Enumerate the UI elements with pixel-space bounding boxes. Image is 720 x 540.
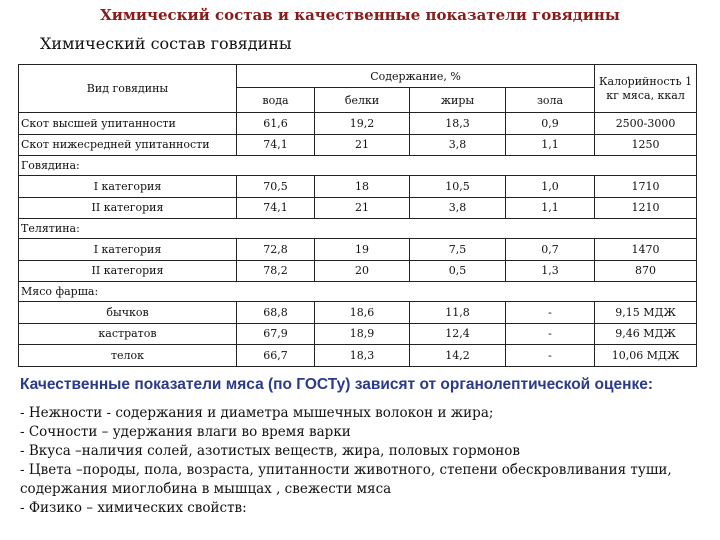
cell-calories: 9,46 МДЖ (595, 323, 697, 345)
cell-protein: 18,9 (315, 323, 410, 345)
cell-ash: 1,3 (506, 260, 595, 282)
group-row (19, 156, 697, 176)
cell-fat: 14,2 (410, 345, 506, 367)
row-name: II категория (19, 260, 237, 282)
cell-water: 74,1 (237, 134, 315, 156)
group-label: Мясо фарша: (19, 282, 697, 302)
cell-water: 68,8 (237, 302, 315, 324)
cell-ash: 0,9 (506, 113, 595, 135)
table-body (19, 113, 697, 367)
header-calories: Калорийность 1 кг мяса, ккал (595, 65, 697, 113)
row-name: кастратов (19, 323, 237, 345)
cell-ash: - (506, 323, 595, 345)
composition-table (18, 64, 697, 367)
row-name: Скот высшей упитанности (19, 113, 237, 135)
quality-item: - Сочности – удержания влаги во время варки (20, 424, 351, 440)
quality-list (20, 404, 710, 518)
group-row (19, 282, 697, 302)
header-protein: белки (315, 88, 410, 113)
quality-item: - Физико – химических свойств: (20, 500, 247, 516)
cell-fat: 12,4 (410, 323, 506, 345)
cell-water: 72,8 (237, 239, 315, 261)
cell-ash: 1,0 (506, 176, 595, 198)
table-row (19, 113, 697, 135)
page-title: Химический состав и качественные показатели говядины (100, 6, 620, 24)
cell-fat: 11,8 (410, 302, 506, 324)
cell-fat: 10,5 (410, 176, 506, 198)
header-fat: жиры (410, 88, 506, 113)
cell-protein: 18 (315, 176, 410, 198)
cell-calories: 870 (595, 260, 697, 282)
quality-item: - Цвета –породы, пола, возраста, упитанности животного, степени обескровливания туши, содержания миоглобина в мышцах , свежести мяса (20, 462, 672, 497)
row-name: I категория (19, 239, 237, 261)
row-name: I категория (19, 176, 237, 198)
group-label: Говядина: (19, 156, 697, 176)
row-name: Скот нижесредней упитанности (19, 134, 237, 156)
table-row (19, 302, 697, 324)
table-row (19, 323, 697, 345)
cell-protein: 21 (315, 134, 410, 156)
cell-calories: 1210 (595, 197, 697, 219)
cell-water: 61,6 (237, 113, 315, 135)
table-subtitle: Химический состав говядины (40, 34, 292, 53)
cell-protein: 21 (315, 197, 410, 219)
cell-fat: 3,8 (410, 134, 506, 156)
cell-water: 67,9 (237, 323, 315, 345)
header-ash: зола (506, 88, 595, 113)
cell-water: 66,7 (237, 345, 315, 367)
quality-item: - Вкуса –наличия солей, азотистых веществ, жира, половых гормонов (20, 443, 520, 459)
cell-calories: 1250 (595, 134, 697, 156)
cell-fat: 3,8 (410, 197, 506, 219)
header-meat-type: Вид говядины (19, 65, 237, 113)
cell-calories: 2500-3000 (595, 113, 697, 135)
cell-fat: 7,5 (410, 239, 506, 261)
cell-fat: 0,5 (410, 260, 506, 282)
cell-water: 70,5 (237, 176, 315, 198)
row-name: бычков (19, 302, 237, 324)
cell-protein: 18,3 (315, 345, 410, 367)
cell-protein: 18,6 (315, 302, 410, 324)
cell-calories: 10,06 МДЖ (595, 345, 697, 367)
row-name: телок (19, 345, 237, 367)
row-name: II категория (19, 197, 237, 219)
quality-item: - Нежности - содержания и диаметра мышечных волокон и жира; (20, 405, 494, 421)
table-row (19, 176, 697, 198)
cell-ash: 1,1 (506, 134, 595, 156)
cell-ash: - (506, 302, 595, 324)
cell-water: 78,2 (237, 260, 315, 282)
cell-ash: 0,7 (506, 239, 595, 261)
cell-protein: 19 (315, 239, 410, 261)
cell-calories: 1470 (595, 239, 697, 261)
header-content: Содержание, % (237, 65, 595, 88)
table-row (19, 197, 697, 219)
cell-calories: 1710 (595, 176, 697, 198)
header-water: вода (237, 88, 315, 113)
cell-calories: 9,15 МДЖ (595, 302, 697, 324)
table-row (19, 260, 697, 282)
quality-title: Качественные показатели мяса (по ГОСТу) зависят от органолептической оценке: (20, 376, 654, 393)
group-label: Телятина: (19, 219, 697, 239)
cell-fat: 18,3 (410, 113, 506, 135)
cell-protein: 20 (315, 260, 410, 282)
cell-ash: 1,1 (506, 197, 595, 219)
cell-protein: 19,2 (315, 113, 410, 135)
table-row (19, 345, 697, 367)
cell-water: 74,1 (237, 197, 315, 219)
table-row (19, 134, 697, 156)
group-row (19, 219, 697, 239)
table-row (19, 239, 697, 261)
cell-ash: - (506, 345, 595, 367)
